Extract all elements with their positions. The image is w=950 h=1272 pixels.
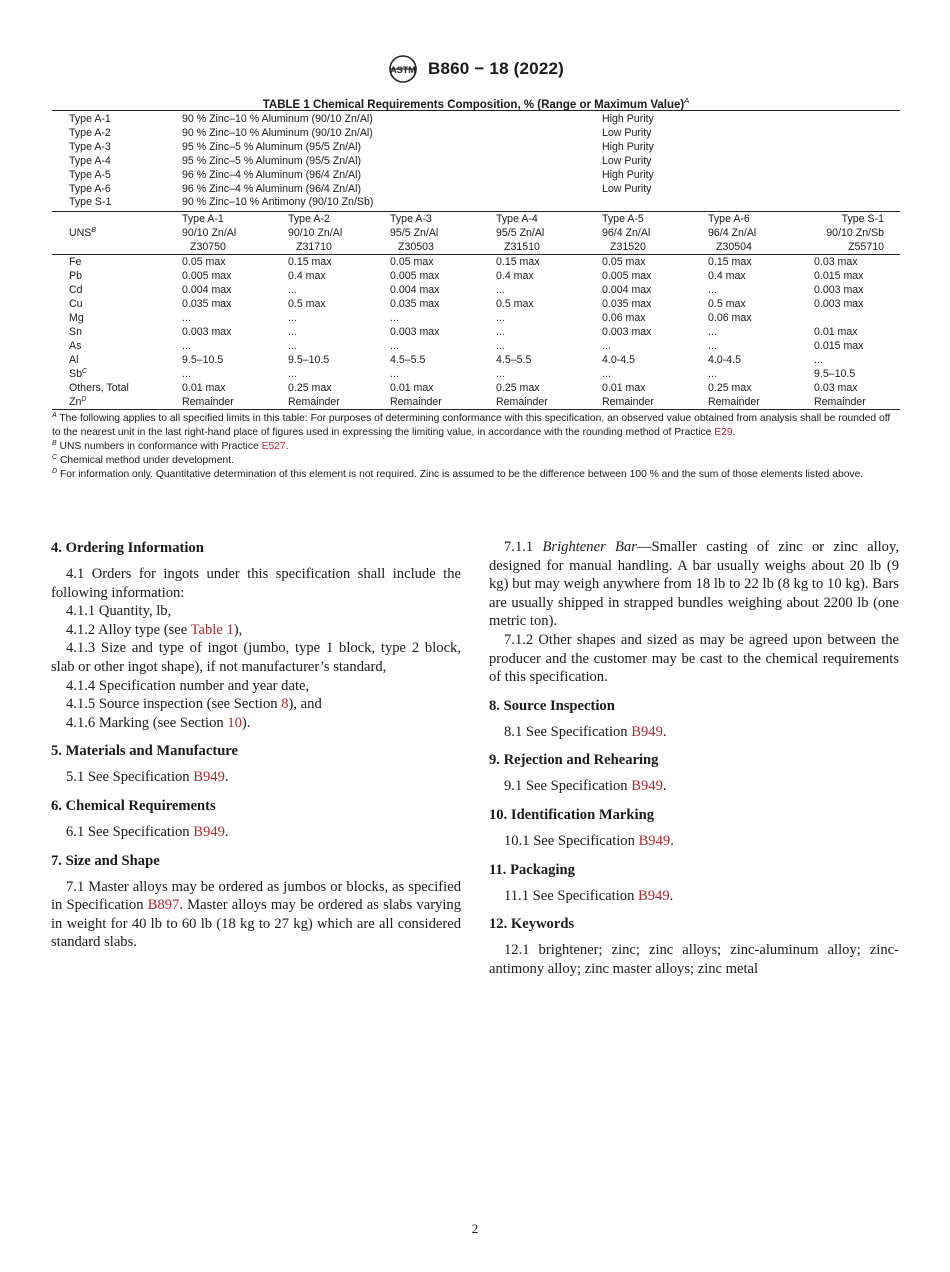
page-number: 2 [471,1221,479,1236]
para-4-1-2: 4.1.2 Alloy type (see Table 1), [66,621,243,638]
element-value: ... [496,325,505,338]
header-label [52,241,182,255]
type-description: 90 % Zinc–10 % Antimony (90/10 Zn/Sb) [182,196,374,209]
element-value: ... [288,312,297,325]
type-purity: High Purity [602,168,654,181]
type-description: 96 % Zinc–4 % Aluminum (96/4 Zn/Al) [182,168,361,181]
column-header-cell: 96/4 Zn/Al [708,227,757,240]
table-row [52,183,900,197]
element-value: 0.4 max [708,270,746,283]
element-value: ... [496,339,505,352]
element-value: 0.035 max [602,298,652,311]
element-value: 0.01 max [182,381,226,394]
column-header-cell: Type A-1 [182,213,224,226]
element-value: 0.01 max [602,381,646,394]
element-value: Remainder [602,395,654,408]
element-value: ... [390,312,399,325]
table-row [52,284,900,298]
column-header-cell: Z31520 [610,240,646,253]
table-row [52,298,900,312]
element-value: 4.5–5.5 [390,353,426,366]
element-value: 0.5 max [288,298,326,311]
column-header-cell: 95/5 Zn/Al [496,227,545,240]
element-value: 0.03 max [814,381,858,394]
element-value: Remainder [708,395,760,408]
column-header [52,213,900,254]
type-name: Type S-1 [69,196,112,209]
header-row [52,213,900,227]
table-row [52,155,900,169]
column-header-cell: 96/4 Zn/Al [602,227,651,240]
footnote-b: $^B$ UNS numbers in conformance with Practice E527. [52,440,289,453]
element-value: Remainder [390,395,442,408]
element-value: ... [288,284,297,297]
element-value: 0.5 max [496,298,534,311]
element-value: 4.0-4.5 [708,353,741,366]
section-12-title: 12. Keywords [489,916,575,933]
chemical-requirements-table [52,92,900,481]
element-value: ... [496,312,505,325]
element-value: Remainder [288,395,340,408]
element-value: Remainder [814,395,866,408]
element-name: As [69,339,82,352]
element-name: Sb$^C$ [69,367,88,380]
link-table-1[interactable]: Table 1 [190,621,234,638]
type-name: Type A-1 [69,113,111,125]
type-purity: Low Purity [602,182,652,195]
element-value: 0.25 max [288,381,332,394]
element-value: ... [288,339,297,352]
type-name: Type A-2 [69,126,111,139]
section-10-title: 10. Identification Marking [489,806,654,823]
element-value: 0.01 max [814,325,858,338]
column-header-cell: Type A-5 [602,213,644,226]
type-description: 95 % Zinc–5 % Aluminum (95/5 Zn/Al) [182,140,361,153]
element-value: 0.05 max [182,256,226,269]
column-header-cell: Type A-3 [390,213,432,226]
column-header-cell: Z55710 [848,240,884,253]
type-name: Type A-6 [69,182,111,195]
table-footnotes [52,412,900,481]
document-id: B860 − 18 (2022) [428,59,564,78]
element-value: 0.5 max [708,298,746,311]
element-value: 0.003 max [814,298,864,311]
element-value: 9.5–10.5 [288,353,330,366]
column-header-cell: 90/10 Zn/Al [288,227,343,240]
column-header-cell: Type A-6 [708,213,750,226]
element-value: 0.4 max [496,270,534,283]
element-value: ... [288,367,297,380]
element-value: 0.25 max [708,381,752,394]
para-8-1: 8.1 See Specification B949. [504,723,667,740]
link-b949[interactable]: B949 [638,887,670,904]
alloy-types-list [52,113,900,210]
element-value: 0.15 max [496,256,540,269]
page-header [0,54,950,89]
element-value: 0.06 max [602,312,646,325]
header-row [52,227,900,241]
section-11-title: 11. Packaging [489,861,575,878]
element-value: Remainder [496,395,548,408]
column-header-cell: Type A-4 [496,213,538,226]
element-value: 0.003 max [814,284,864,297]
footnote-a: $^A$ The following applies to all specified limits in this table: For purposes of determining conformance with this specification, an observed value obtained from analysis shall be rounded off to the nearest unit in the last right-hand place of figures used in expressing the limiting value, in accordance with the rounding method of Practice E29. [52,412,891,439]
link-b897[interactable]: B897 [147,897,180,914]
link-b949[interactable]: B949 [631,723,663,740]
element-value: 0.003 max [602,325,652,338]
table-row [52,312,900,326]
element-value: 0.005 max [390,270,440,283]
header-row [52,241,900,255]
element-value: 0.003 max [182,325,232,338]
table-title: TABLE 1 Chemical Requirements Composition, % (Range or Maximum Value)$^A$ [262,96,690,111]
element-value: 0.005 max [182,270,232,283]
element-value: 0.005 max [602,270,652,283]
element-value: ... [496,284,505,297]
link-e29[interactable]: E29 [714,427,733,439]
type-name: Type A-3 [69,140,111,153]
element-value: ... [390,367,399,380]
element-value: 0.4 max [288,270,326,283]
element-value: 4.5–5.5 [496,353,532,366]
astm-logo-icon [386,54,420,84]
para-9-1: 9.1 See Specification B949. [504,778,667,795]
element-value: ... [708,339,717,352]
header-label: UNS$^B$ [69,227,97,240]
type-description: 90 % Zinc–10 % Aluminum (90/10 Zn/Al) [182,113,373,125]
link-section-8[interactable]: 8 [281,696,289,713]
section-7-title: 7. Size and Shape [51,852,160,869]
element-value: 0.01 max [390,381,434,394]
element-value: 0.05 max [390,256,434,269]
para-12-1: 12.1 brightener; zinc; zinc alloys; zinc-aluminum alloy; zinc-antimony alloy; zinc master alloys; zinc metal [489,942,899,977]
table-row [52,368,900,382]
element-value: ... [182,312,191,325]
element-value: 0.15 max [288,256,332,269]
para-4-1-4: 4.1.4 Specification number and year date, [66,677,310,694]
element-value: ... [602,367,611,380]
element-name: Al [69,353,79,366]
para-4-1-3: 4.1.3 Size and type of ingot (jumbo, type 1 block, type 2 block, slab or other ingot shape), if not manufacturer’s standard, [51,640,461,675]
element-value: 0.15 max [708,256,752,269]
element-value: 0.004 max [602,284,652,297]
link-b949[interactable]: B949 [631,778,663,795]
element-value: ... [708,325,717,338]
element-value: ... [496,367,505,380]
type-purity: High Purity [602,113,654,125]
svg-text:ASTM: ASTM [390,65,416,75]
table-row [52,127,900,141]
para-7-1: 7.1 Master alloys may be ordered as jumbos or blocks, as specified in Specification B897. Master alloys may be ordered as slabs varying in weight for 40 lb to 60 lb (18 kg to 27 kg) which are all considered standard slabs. [51,878,462,951]
element-name: Fe [69,256,82,269]
element-value: 0.015 max [814,270,864,283]
element-value: 0.05 max [602,256,646,269]
element-value: 9.5–10.5 [814,367,856,380]
para-7-1-1: 7.1.1 Brightener Bar—Smaller casting of zinc or zinc alloy, designed for manual handling. A bar usually weighs about 20 lb (9 kg) but may weigh anywhere from 18 lb to 22 lb (8 kg to 10 kg). Bars are usually shipped in strapped bundles weighing about 2200 lb (one metric ton). [489,539,899,630]
element-value: 0.06 max [708,312,752,325]
table-row [52,256,900,270]
table-row [52,382,900,396]
table-row [52,354,900,368]
element-name: Pb [69,270,82,283]
column-header-cell: Z31710 [296,240,332,253]
element-value: 0.03 max [814,256,858,269]
element-name: Cu [69,298,83,311]
link-b949[interactable]: B949 [193,823,225,840]
element-value: ... [288,325,297,338]
link-b949[interactable]: B949 [638,832,671,849]
column-header-cell: 90/10 Zn/Sb [826,227,884,240]
element-value: ... [182,367,191,380]
type-purity [602,196,900,210]
section-9-title: 9. Rejection and Rehearing [489,752,659,769]
element-value: 0.004 max [390,284,440,297]
para-4-1: 4.1 Orders for ingots under this specification shall include the following information: [51,566,461,601]
section-5-title: 5. Materials and Manufacture [51,743,238,760]
element-value: 0.035 max [390,298,440,311]
header-label [52,213,182,227]
type-purity: Low Purity [602,126,652,139]
table-row [52,326,900,340]
section-6-title: 6. Chemical Requirements [51,797,216,814]
type-name: Type A-5 [69,168,111,181]
element-name: Zn$^D$ [69,395,87,408]
element-value: ... [708,367,717,380]
column-header-cell: Z30503 [398,240,434,253]
element-value: ... [602,339,611,352]
para-4-1-6: 4.1.6 Marking (see Section 10). [66,714,251,731]
right-column [489,538,899,978]
element-value: ... [814,353,823,366]
element-name: Others, Total [69,381,129,394]
element-name: Mg [69,312,84,325]
section-4-title: 4. Ordering Information [51,540,204,556]
element-value: ... [390,339,399,352]
column-header-cell: Z31510 [504,240,540,253]
table-row [52,396,900,410]
element-value [814,312,900,326]
table-row [52,169,900,183]
element-value: 0.035 max [182,298,232,311]
element-value: 4.0-4.5 [602,353,635,366]
type-description: 90 % Zinc–10 % Aluminum (90/10 Zn/Al) [182,126,373,139]
para-4-1-1: 4.1.1 Quantity, lb, [66,603,172,620]
footnote-c: $^C$ Chemical method under development. [52,453,234,466]
element-value: Remainder [182,395,234,408]
link-e527[interactable]: E527 [261,441,286,453]
link-section-10[interactable]: 10 [227,714,242,731]
type-purity: High Purity [602,140,654,153]
para-11-1: 11.1 See Specification B949. [504,887,674,904]
element-limits-table [52,256,900,409]
column-header-cell: 95/5 Zn/Al [390,227,439,240]
element-value: ... [708,284,717,297]
para-5-1: 5.1 See Specification B949. [66,769,229,786]
table-row [52,340,900,354]
para-4-1-5: 4.1.5 Source inspection (see Section 8), and [66,696,322,713]
left-column [51,538,461,952]
type-description: 95 % Zinc–5 % Aluminum (95/5 Zn/Al) [182,154,361,167]
type-description: 96 % Zinc–4 % Aluminum (96/4 Zn/Al) [182,182,361,195]
element-name: Cd [69,284,83,297]
table-row [52,113,900,127]
element-value: ... [182,339,191,352]
type-purity: Low Purity [602,154,652,167]
column-header-cell: Type S-1 [841,213,884,226]
table-row [52,196,900,210]
para-6-1: 6.1 See Specification B949. [66,823,229,840]
column-header-cell: Type A-2 [288,213,330,226]
column-header-cell: Z30504 [716,240,752,253]
para-7-1-2: 7.1.2 Other shapes and sized as may be agreed upon between the producer and the customer may be cast to the chemical requirements of this specification. [489,631,899,686]
element-value: 0.004 max [182,284,232,297]
type-name: Type A-4 [69,154,111,167]
section-8-title: 8. Source Inspection [489,697,615,714]
column-header-cell: 90/10 Zn/Al [182,227,237,240]
element-name: Sn [69,325,82,338]
link-b949[interactable]: B949 [193,769,225,786]
element-value: 9.5–10.5 [182,353,224,366]
column-header-cell: Z30750 [190,240,226,253]
element-value: 0.015 max [814,339,864,352]
footnote-d: $^D$ For information only. Quantitative determination of this element is not required. Zinc is assumed to be the difference between 100 % and the sum of those elements listed above. [52,467,864,480]
para-10-1: 10.1 See Specification B949. [504,832,674,849]
element-value: 0.003 max [390,325,440,338]
element-value: 0.25 max [496,381,540,394]
table-row [52,141,900,155]
table-row [52,270,900,284]
